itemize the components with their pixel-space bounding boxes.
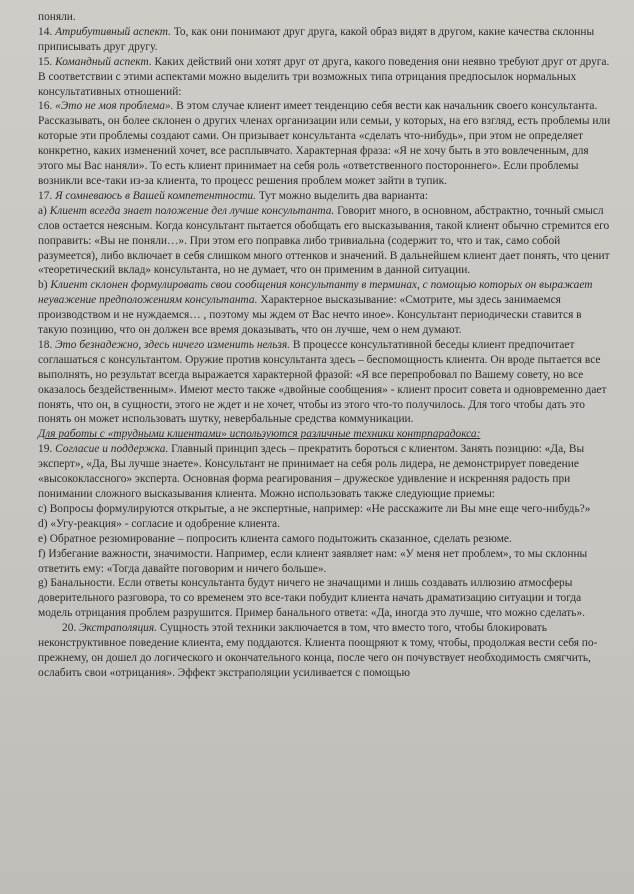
paragraph-17-text: Тут можно выделить два варианта:	[255, 189, 429, 202]
paragraph-14-text: То, как они понимают друг друга, какой образ видят в другом, какие качества склонны приписывать друг другу.	[38, 25, 595, 53]
paragraph-20-text: Сущность этой техники заключается в том, что вместо того, чтобы блокировать неконструктивное поведение клиента, ему поддаются. Клиента поощряют к тому, чтобы, продолжая вести себя по-прежнему, он дошел до логического и окончательного конца, после чего он почувствует необходимость смягчить, ослабить свои «отрицания». Эффект экстраполяции усиливается с помощью	[38, 622, 598, 679]
paragraph-19-number: 19.	[38, 443, 56, 456]
item-g: g) Банальности. Если ответы консультанта будут ничего не значащими и лишь создавать иллюзию атмосферы доверительного разговора, то со временем это все-таки побудит клиента начать драматизацию ситуации и тогда модель отрицания проблем разрушится. Пример банального ответа: «Да, иногда это лучше, что можно сделать».	[38, 577, 585, 620]
paragraph-14	[38, 25, 612, 55]
paragraph-14-number: 14.	[38, 25, 56, 38]
paragraph-18-title: Это безнадежно, здесь ничего изменить нельзя.	[55, 338, 291, 351]
paragraph-16-number: 16.	[38, 100, 56, 113]
paragraph-18-text: В процессе консультативной беседы клиент предпочитает соглашаться с консультантом. Оружие против консультанта здесь – беспомощность клиента. Он вроде пытается все выполнять, но результат всегда выражается характерной фразой: «Я все перепробовал по Вашему совету, но все оказалось бездейственным». Имеют место также «двойные сообщения» - клиент просит совета и одновременно дает понять, что он, в сущности, этого не ждет и не хочет, чтобы из этого что-то получилось. Для того чтобы дать это понять он может использовать шутку, невербальные средства коммуникации.	[38, 338, 607, 426]
paragraph-15-number: 15.	[38, 55, 56, 68]
paragraph-17b-title: Клиент склонен формулировать свои сообщения консультанту в терминах, с помощью которых он выражает неуважение предположениям консультанта.	[38, 279, 593, 307]
paragraph-18-number: 18.	[38, 338, 56, 351]
paragraph-17-title: Я сомневаюсь в Вашей компетентности.	[55, 189, 256, 202]
paragraph-17-number: 17.	[38, 189, 56, 202]
paragraph-17a-label: а)	[38, 204, 50, 217]
paragraph-16-title: «Это не моя проблема».	[55, 100, 174, 113]
paragraph-20-number: 20.	[62, 622, 80, 635]
line-poniali: поняли.	[38, 11, 76, 23]
item-d: d) «Угу-реакция» - согласие и одобрение клиента.	[38, 517, 280, 530]
paragraph-19-title: Согласие и поддержка.	[55, 443, 169, 456]
paragraph-14-title: Атрибутивный аспект.	[55, 25, 171, 38]
paragraph-15	[38, 55, 612, 70]
paragraph-20	[38, 621, 612, 681]
item-e: е) Обратное резюмирование – попросить клиента самого подытожить сказанное, сделать резюме.	[38, 532, 512, 545]
paragraph-16-text: В этом случае клиент имеет тенденцию себя вести как начальник своего консультанта. Рассказывать, он более склонен о других членах организации или семьи, у которых, на его взгляд, есть проблемы или которые эти проблемы создают сами. Он призывает консультанта «сделать что-нибудь», при этом не определяет конкретно, каких изменений хочет, все расплывчато. Характерная фраза: «Я не хочу быть в это вовлеченным, для этого мы Вас наняли». То есть клиент принимает на себя роль «ответственного постороннего». Если проблемы возникли все-таки из-за клиента, то процесс решения проблем может зайти в тупик.	[38, 100, 611, 187]
paragraph-17a-text: Говорит много, в основном, абстрактно, точный смысл слов остается неясным. Когда консультант пытается обобщать его высказывания, такой клиент обычно стремится его поправить: «Вы не поняли…». При этом его поправка либо тривиальна (содержит то, что и так, само собой разумеется), либо включает в себя слишком много оттенков и значений. В дальнейшем клиент дает понять, что ценит «теоретический вклад» консультанта, но не думает, что он применим в данной ситуации.	[38, 204, 610, 277]
paragraph-17b-label: b)	[38, 279, 51, 292]
paragraph-19	[38, 442, 612, 502]
intro-paragraph: В соответствии с этими аспектами можно выделить три возможных типа отрицания предпосылок нормальных консультативных отношений:	[38, 70, 577, 98]
paragraph-16	[38, 99, 612, 188]
paragraph-18	[38, 338, 612, 427]
paragraph-19-text: Главный принцип здесь – прекратить бороться с клиентом. Занять позицию: «Да, Вы эксперт», «Да, Вы лучше знаете». Консультант не принимает на себя роль лидера, не демонстрирует поведение «высококлассного» эксперта. Основная форма реагирования – дружеское удивление и искренняя радость при понимании сложного высказывания клиента. Можно использовать также следующие приемы:	[38, 443, 585, 500]
paragraph-17b	[38, 278, 612, 338]
item-c: с) Вопросы формулируются открытые, а не экспертные, например: «Не расскажите ли Вы мне еще чего-нибудь?»	[38, 502, 591, 515]
paragraph-15-title: Командный аспект.	[55, 55, 152, 68]
paragraph-15-text: Каких действий они хотят друг от друга, какого поведения они неявно требуют друг от друга.	[151, 55, 610, 68]
item-f: f) Избегание важности, значимости. Например, если клиент заявляет нам: «У меня нет проблем», то мы склонны ответить ему: «Тогда давайте поговорим и ничего больше».	[38, 547, 588, 575]
paragraph-17a-title: Клиент всегда знает положение дел лучше консультанта.	[49, 204, 335, 217]
paragraph-20-title: Экстраполяция.	[79, 622, 158, 635]
paragraph-17	[38, 189, 612, 204]
paragraph-17b-text: Характерное высказывание: «Смотрите, мы здесь занимаемся производством и не нуждаемся… , поэтому мы ждем от Вас нечто иное». Консультант периодически ставится в такую позицию, что он должен все время доказывать, что он лучше, чем о нем думают.	[38, 294, 582, 337]
paragraph-17a	[38, 204, 612, 279]
section-title: Для работы с «трудными клиентами» используются различные техники контрпарадокса:	[38, 428, 481, 441]
